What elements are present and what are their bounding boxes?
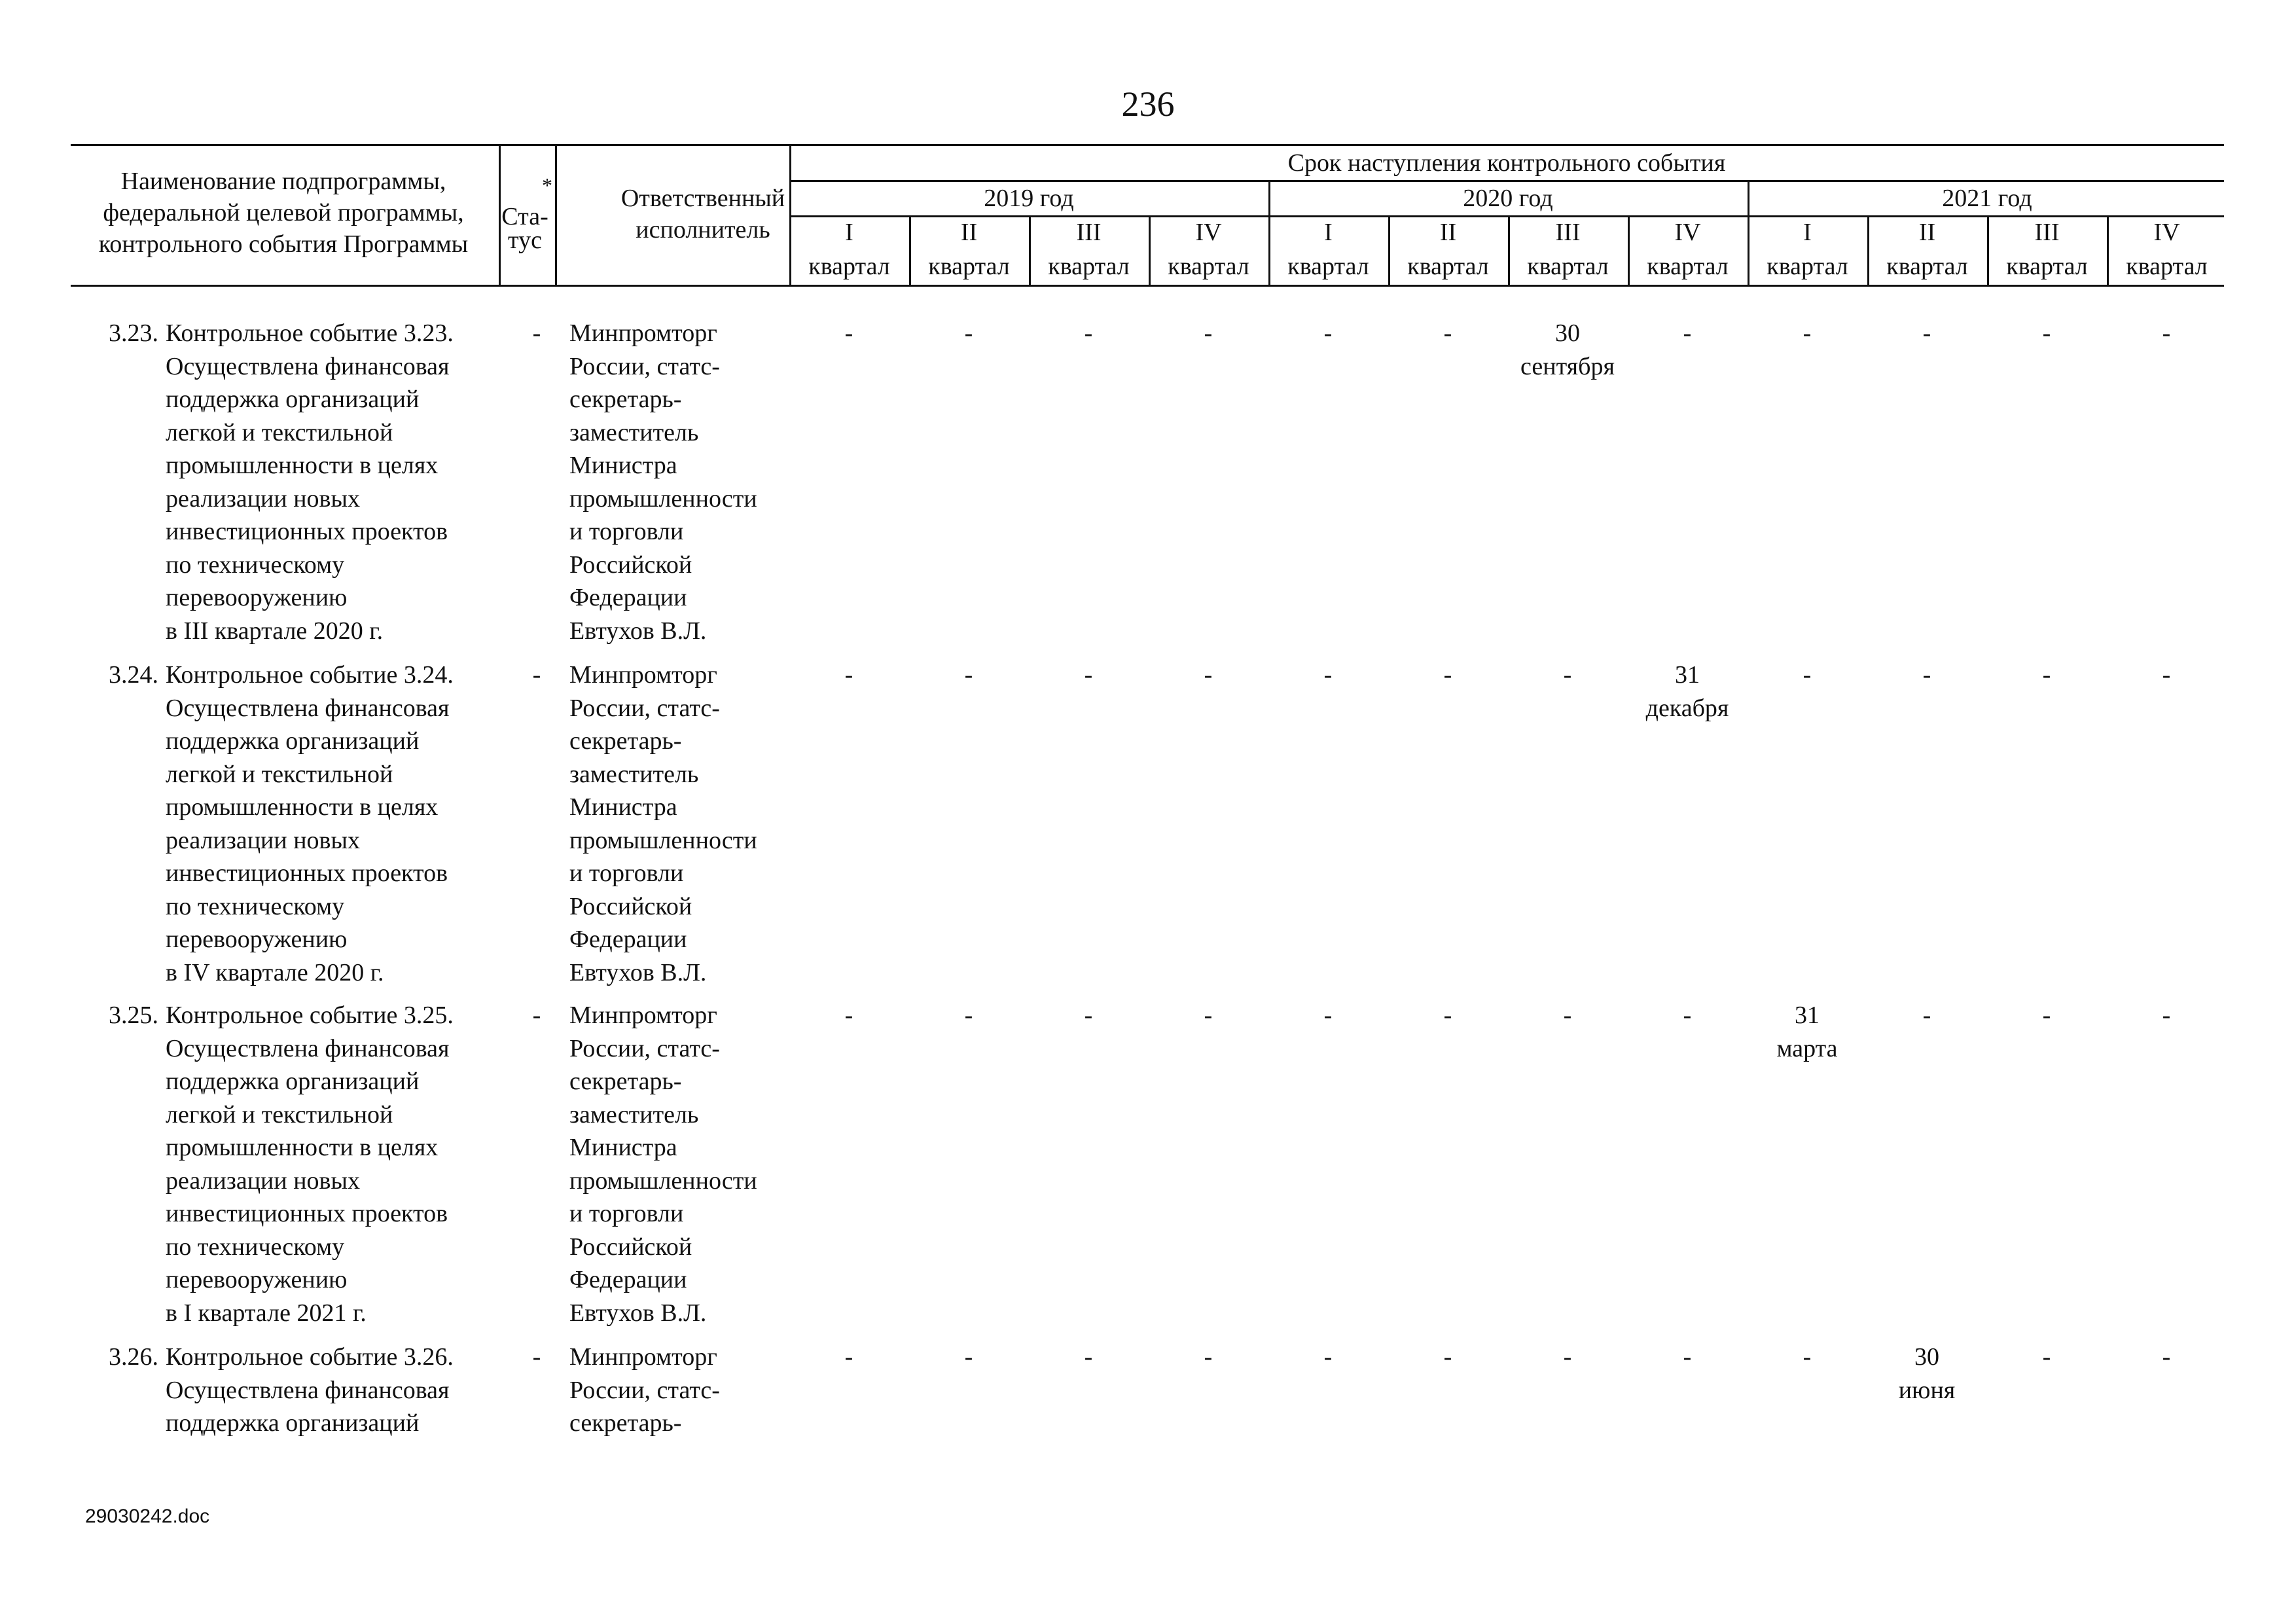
quarter-cell: - (964, 1001, 973, 1029)
quarter-cell: - (1323, 661, 1333, 689)
header-vertical-rule (1388, 215, 1390, 285)
page-number: 236 (1121, 84, 1175, 124)
quarter-cell: - (1204, 1001, 1213, 1029)
quarter-cell: - (1922, 1001, 1931, 1029)
quarter-cell: - (964, 1343, 973, 1371)
quarter-cell: - (964, 319, 973, 347)
header-vertical-rule (2107, 215, 2109, 285)
quarter-cell: - (1204, 1343, 1213, 1371)
quarter-cell: - (1084, 1001, 1093, 1029)
header-vertical-rule (1149, 215, 1151, 285)
quarter-cell: - (844, 1343, 853, 1371)
header-quarter-word: квартал (1647, 253, 1729, 280)
quarter-cell: - (1922, 661, 1931, 689)
quarter-cell: - (1323, 1343, 1333, 1371)
header-vertical-rule (499, 146, 501, 285)
quarter-cell: - (2042, 661, 2051, 689)
event-name: Контрольное событие 3.25. Осуществлена финансовая поддержка организаций легкой и текстильной промышленности в целях реализации новых инвестиционных проектов по техническому перевооружению в I квартале 2021 г. (166, 1001, 454, 1327)
header-horizontal-rule (789, 180, 2224, 182)
responsible-executor: Минпромторг России, статс- секретарь- заместитель Министра промышленности и торговли Российской Федерации Евтухов В.Л. (569, 319, 757, 645)
quarter-cell: - (2162, 1343, 2171, 1371)
quarter-cell: - (2042, 1001, 2051, 1029)
row-status: - (532, 661, 541, 689)
quarter-cell: - (2042, 1343, 2051, 1371)
header-quarter-word: квартал (1527, 253, 1609, 280)
quarter-cell: - (1443, 1001, 1452, 1029)
row-status: - (532, 319, 541, 347)
quarter-cell: - (1683, 1001, 1692, 1029)
header-name-cell: Наименование подпрограммы, федеральной целевой программы, контрольного события Программы (98, 168, 469, 258)
quarter-cell: 30 сентября (1520, 319, 1615, 380)
quarter-cell: - (844, 1001, 853, 1029)
quarter-cell: - (1803, 661, 1812, 689)
quarter-cell: - (1683, 1343, 1692, 1371)
header-status-cell (499, 173, 552, 276)
header-quarter-numeral: IV (1195, 219, 1222, 246)
header-quarter-word: квартал (928, 253, 1010, 280)
quarter-cell: - (1563, 661, 1572, 689)
row-status: - (532, 1001, 541, 1029)
quarter-cell: - (2162, 1001, 2171, 1029)
event-name: Контрольное событие 3.26. Осуществлена финансовая поддержка организаций (166, 1343, 454, 1437)
row-number: 3.25. (109, 1001, 158, 1029)
header-year-label: 2021 год (1942, 185, 2032, 212)
header-quarter-word: квартал (1168, 253, 1249, 280)
quarter-cell: - (1443, 1343, 1452, 1371)
header-quarter-word: квартал (1767, 253, 1848, 280)
header-quarter-word: квартал (2126, 253, 2208, 280)
header-quarter-numeral: II (960, 219, 978, 246)
quarter-cell: - (1443, 319, 1452, 347)
quarter-cell: 31 марта (1776, 1001, 1838, 1062)
quarter-cell: - (1563, 1343, 1572, 1371)
row-number: 3.26. (109, 1343, 158, 1371)
header-quarter-numeral: I (1324, 219, 1333, 246)
header-quarter-word: квартал (1407, 253, 1489, 280)
quarter-cell: - (1323, 319, 1333, 347)
quarter-cell: - (1204, 661, 1213, 689)
quarter-cell: - (1084, 1343, 1093, 1371)
responsible-executor: Минпромторг России, статс- секретарь- заместитель Министра промышленности и торговли Российской Федерации Евтухов В.Л. (569, 1001, 757, 1327)
quarter-cell: - (1323, 1001, 1333, 1029)
footer-file-name: 29030242.doc (85, 1506, 210, 1527)
header-horizontal-rule (789, 215, 2224, 217)
quarter-cell: - (1084, 319, 1093, 347)
quarter-cell: - (1084, 661, 1093, 689)
quarter-cell: - (844, 661, 853, 689)
header-vertical-rule (1987, 215, 1989, 285)
quarter-cell: - (2162, 661, 2171, 689)
header-quarter-numeral: IV (2153, 219, 2180, 246)
header-quarter-word: квартал (1886, 253, 1968, 280)
quarter-cell: - (964, 661, 973, 689)
header-vertical-rule (555, 146, 557, 285)
header-quarter-word: квартал (808, 253, 890, 280)
header-quarter-numeral: IV (1674, 219, 1701, 246)
responsible-executor: Минпромторг России, статс- секретарь- заместитель Министра промышленности и торговли Российской Федерации Евтухов В.Л. (569, 661, 757, 986)
header-year-label: 2019 год (984, 185, 1074, 212)
header-quarter-word: квартал (1048, 253, 1130, 280)
row-number: 3.23. (109, 319, 158, 347)
row-number: 3.24. (109, 661, 158, 689)
header-quarter-numeral: III (2034, 219, 2060, 246)
quarter-cell: - (2042, 319, 2051, 347)
header-responsible-cell: Ответственный исполнитель (620, 185, 785, 244)
quarter-cell: - (2162, 319, 2171, 347)
responsible-executor: Минпромторг России, статс- секретарь- (569, 1343, 720, 1437)
header-status-text: Ста- тус (501, 203, 548, 254)
header-vertical-rule (1628, 215, 1630, 285)
quarter-cell: - (1922, 319, 1931, 347)
quarter-cell: - (1803, 319, 1812, 347)
header-vertical-rule (1867, 215, 1869, 285)
header-vertical-rule (1508, 215, 1510, 285)
header-quarter-word: квартал (1287, 253, 1369, 280)
event-name: Контрольное событие 3.24. Осуществлена финансовая поддержка организаций легкой и текстильной промышленности в целях реализации новых инвестиционных проектов по техническому перевооружению в IV квартале 2020 г. (166, 661, 454, 986)
quarter-cell: - (1443, 661, 1452, 689)
header-vertical-rule (1029, 215, 1031, 285)
quarter-cell: - (1683, 319, 1692, 347)
header-year-label: 2020 год (1463, 185, 1553, 212)
quarter-cell: - (1563, 1001, 1572, 1029)
event-name: Контрольное событие 3.23. Осуществлена финансовая поддержка организаций легкой и текстильной промышленности в целях реализации новых инвестиционных проектов по техническому перевооружению в III квартале 2020 г. (166, 319, 454, 645)
header-quarter-numeral: I (1803, 219, 1812, 246)
header-quarter-numeral: III (1076, 219, 1102, 246)
header-vertical-rule (909, 215, 911, 285)
quarter-cell: 31 декабря (1645, 661, 1729, 722)
table-header (71, 144, 2224, 287)
quarter-cell: - (1204, 319, 1213, 347)
header-vertical-rule (1268, 180, 1270, 285)
header-quarter-numeral: II (1439, 219, 1457, 246)
footnote-marker: * (542, 173, 552, 197)
quarter-cell: 30 июня (1898, 1343, 1956, 1404)
header-quarter-numeral: I (845, 219, 853, 246)
header-quarter-word: квартал (2006, 253, 2088, 280)
quarter-cell: - (1803, 1343, 1812, 1371)
row-status: - (532, 1343, 541, 1371)
header-quarter-numeral: III (1555, 219, 1581, 246)
header-quarter-numeral: II (1918, 219, 1936, 246)
quarter-cell: - (844, 319, 853, 347)
header-deadline-title: Срок наступления контрольного события (1287, 149, 1726, 177)
header-vertical-rule (1748, 180, 1749, 285)
